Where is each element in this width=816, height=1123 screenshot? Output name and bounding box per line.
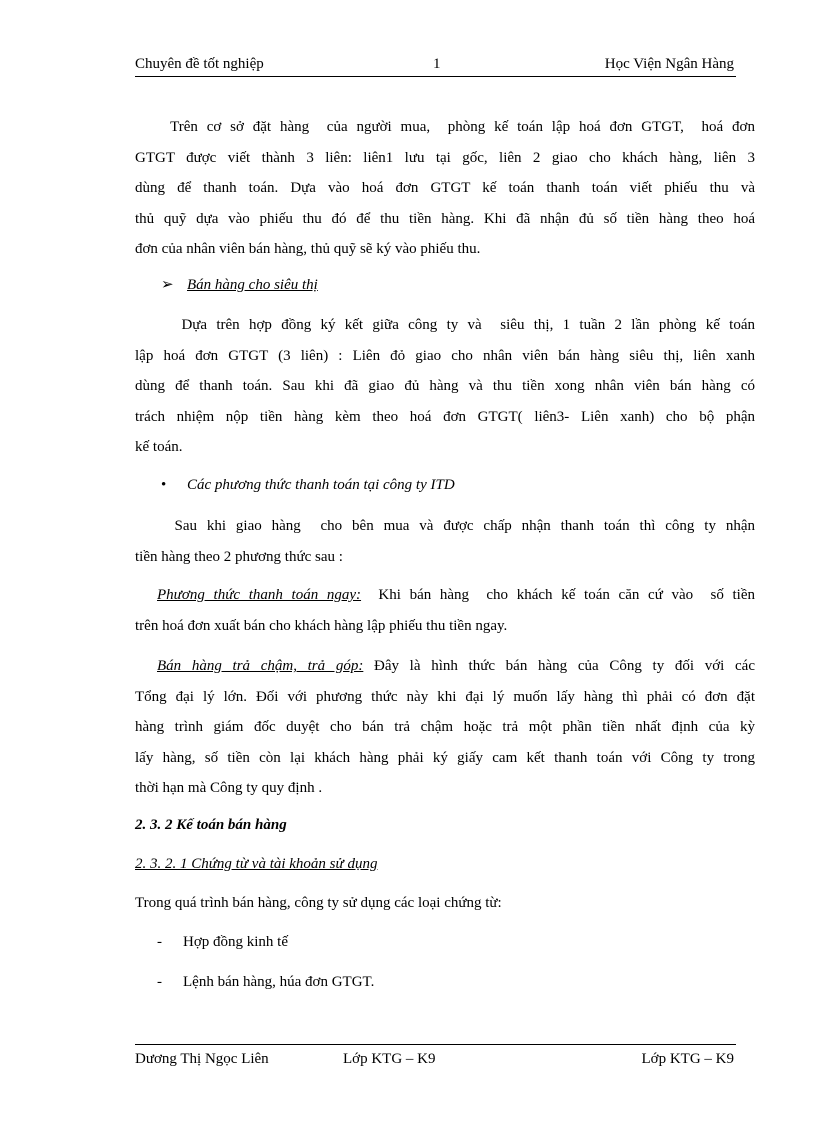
heading-payment-methods [135,470,755,501]
text-line: dùng để thanh toán. Dựa vào hoá đơn GTGT kế toán thanh toán viết phiếu thu và [135,180,755,196]
list-item-text: Lệnh bán hàng, húa đơn GTGT. [183,974,375,990]
paragraph-immediate-payment [135,580,755,641]
heading-text: Các phương thức thanh toán tại công ty ITD [187,477,455,493]
text-line: thủ quỹ dựa vào phiếu thu đó để thu tiền hàng. Khi đã nhận đủ số tiền hàng theo hoá [135,210,755,227]
text-line: trên hoá đơn xuất bán cho khách hàng lập phiếu thu tiền ngay. [135,617,508,634]
footer-class-right: Lớp KTG – K9 [641,1051,734,1067]
header-institution: Học Viện Ngân Hàng [604,56,734,72]
text-line: trách nhiệm nộp tiền hàng kèm theo hoá đơn GTGT( liên3- Liên xanh) cho bộ phận [135,408,755,425]
text-line: Dựa trên hợp đồng ký kết giữa công ty và siêu thị, 1 tuần 2 lần phòng kế toán [135,317,755,333]
dash-bullet: - [157,934,162,950]
list-item [135,967,755,998]
page-header [135,54,736,77]
paragraph-invoice-process [135,112,755,265]
footer-class-center: Lớp KTG – K9 [343,1051,436,1067]
section-heading: 2. 3. 2 Kế toán bán hàng [135,817,287,833]
text-line: GTGT được viết thành 3 liên: liên1 lưu tại gốc, liên 2 giao cho khách hàng, liên 3 [135,149,755,166]
heading-supermarket-sales [135,270,755,301]
text-fragment: Khi bán hàng cho khách kế toán căn cứ vào số tiền [361,587,755,603]
text-line: Tổng đại lý lớn. Đối với phương thức này khi đại lý muốn lấy hàng thì phải có đơn đặt [135,688,755,705]
list-item [135,927,755,958]
text-line: tiền hàng theo 2 phương thức sau : [135,548,343,565]
text-line: lấy hàng, số tiền còn lại khách hàng phải ký giấy cam kết thanh toán với Công ty trong [135,749,755,766]
text-fragment: Đây là hình thức bán hàng của Công ty đối với các [363,658,755,674]
text-line: thời hạn mà Công ty quy định . [135,780,323,796]
page-footer [135,1044,736,1075]
text-line: kế toán. [135,439,183,455]
paragraph-documents-intro: Trong quá trình bán hàng, công ty sử dụng các loại chứng từ: [135,895,502,911]
term-label: Phương thức thanh toán ngay: [157,587,362,603]
text-line [135,651,755,682]
documents-list [135,927,755,958]
subsection-heading: 2. 3. 2. 1 Chứng từ và tài khoản sử dụng [135,856,378,872]
page-number: 1 [433,56,441,72]
text-line: lập hoá đơn GTGT (3 liên) : Liên đỏ giao cho nhân viên bán hàng siêu thị, liên xanh [135,347,755,364]
header-title: Chuyên đề tốt nghiệp [135,56,264,72]
term-label: Bán hàng trả chậm, trả góp: [157,658,364,674]
arrow-bullet-icon: ➢ [161,277,174,293]
heading-text: Bán hàng cho siêu thị [187,277,318,293]
text-line: dùng để thanh toán. Sau khi đã giao đủ hàng và thu tiền xong nhân viên bán hàng có [135,378,755,394]
text-line: hàng trình giám đốc duyệt cho bán trả chậm hoặc trả một phần tiền nhất định của kỳ [135,719,755,735]
text-line [135,580,755,611]
paragraph-payment-intro [135,511,755,572]
paragraph-supermarket [135,310,755,463]
text-line: đơn của nhân viên bán hàng, thủ quỹ sẽ ký vào phiếu thu. [135,241,481,257]
text-line: Trên cơ sở đặt hàng của người mua, phòng kế toán lập hoá đơn GTGT, hoá đơn [135,119,755,135]
footer-author: Dương Thị Ngọc Liên [135,1051,269,1067]
text-line: Sau khi giao hàng cho bên mua và được chấp nhận thanh toán thì công ty nhận [135,518,755,534]
dash-bullet: - [157,974,162,990]
list-item-text: Hợp đồng kinh tế [183,934,289,950]
paragraph-deferred-payment [135,651,755,804]
dot-bullet-icon: • [161,477,167,493]
documents-list-2 [135,967,755,998]
